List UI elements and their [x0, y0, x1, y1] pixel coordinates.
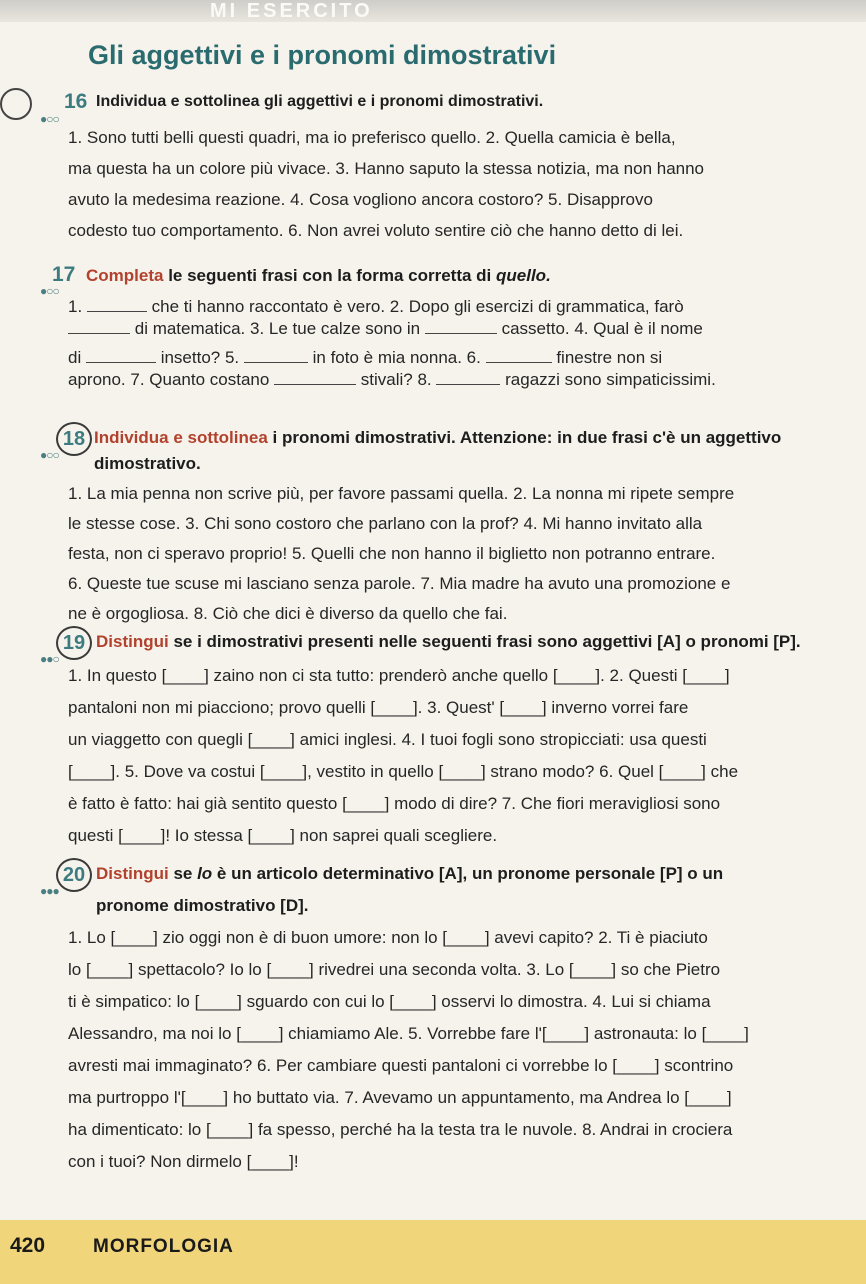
- exercise-number: 17: [52, 263, 76, 286]
- text-line: 1. Sono tutti belli questi quadri, ma io preferisco quello. 2. Quella camicia è bella,: [68, 128, 676, 147]
- instruction-keyword: Distingui: [96, 632, 169, 651]
- fill-blank[interactable]: [436, 384, 500, 385]
- line-part: ragazzi sono simpaticissimi.: [505, 370, 716, 389]
- text-line: [68, 319, 703, 339]
- text-line: è fatto è fatto: hai già sentito questo [____] modo di dire? 7. Che fiori meravigliosi sono: [68, 794, 721, 813]
- instruction-emphasis: quello.: [496, 266, 551, 285]
- exercise-instruction-cont: pronome dimostrativo [D].: [96, 896, 309, 915]
- text-line: un viaggetto con quegli [____] amici inglesi. 4. I tuoi fogli sono stropicciati: usa questi: [68, 730, 707, 749]
- page-footer: [0, 1220, 866, 1284]
- fill-blank[interactable]: [274, 384, 356, 385]
- exercise-number: 20: [56, 858, 92, 892]
- text-line: ne è orgogliosa. 8. Ciò che dici è diverso da quello che fai.: [68, 604, 508, 623]
- exercise-number: 19: [56, 626, 92, 660]
- text-line: 6. Queste tue scuse mi lasciano senza parole. 7. Mia madre ha avuto una promozione e: [68, 574, 731, 593]
- difficulty-dots-icon: ●○○: [40, 448, 59, 462]
- text-line: 1. In questo [____] zaino non ci sta tutto: prenderò anche quello [____]. 2. Questi [____]: [68, 666, 730, 685]
- text-line: lo [____] spettacolo? Io lo [____] rivedrei una seconda volta. 3. Lo [____] so che Pietro: [68, 960, 721, 979]
- line-part: cassetto. 4. Qual è il nome: [501, 319, 703, 338]
- line-part: stivali? 8.: [360, 370, 432, 389]
- text-line: 1. Lo [____] zio oggi non è di buon umore: non lo [____] avevi capito? 2. Ti è piaciuto: [68, 928, 708, 947]
- text-line: ma purtroppo l'[____] ho buttato via. 7. Avevamo un appuntamento, ma Andrea lo [____]: [68, 1088, 732, 1107]
- page-title: Gli aggettivi e i pronomi dimostrativi: [88, 40, 557, 70]
- fill-blank[interactable]: [86, 362, 156, 363]
- text-line: [____]. 5. Dove va costui [____], vestito in quello [____] strano modo? 6. Quel [____] che: [68, 762, 739, 781]
- difficulty-dots-icon: ●●○: [40, 652, 59, 666]
- line-part: insetto? 5.: [160, 348, 240, 367]
- instruction-emphasis: lo: [197, 864, 213, 883]
- text-line: [68, 348, 662, 368]
- difficulty-dots-icon: ●○○: [40, 284, 59, 298]
- exercise-instruction: Individua e sottolinea gli aggettivi e i pronomi dimostrativi.: [96, 93, 544, 110]
- text-line: festa, non ci speravo proprio! 5. Quelli che non hanno il biglietto non potranno entrare.: [68, 544, 716, 563]
- exercise-number: 16: [64, 90, 88, 113]
- difficulty-dots-icon: ●●●: [40, 884, 59, 898]
- line-part: finestre non si: [556, 348, 663, 367]
- line-part: che ti hanno raccontato è vero. 2. Dopo gli esercizi di grammatica, farò: [151, 297, 684, 316]
- instruction-text: è un articolo determinativo [A], un pronome personale [P] o un: [212, 864, 724, 883]
- line-part: di: [68, 348, 82, 367]
- exercise-instruction: [96, 632, 801, 652]
- exercise-instruction-cont: dimostrativo.: [94, 454, 201, 473]
- line-part: di matematica. 3. Le tue calze sono in: [134, 319, 421, 338]
- text-line: ti è simpatico: lo [____] sguardo con cui lo [____] osservi lo dimostra. 4. Lui si chiama: [68, 992, 711, 1011]
- text-line: [68, 370, 716, 390]
- text-line: avuto la medesima reazione. 4. Cosa vogliono ancora costoro? 5. Disapprovo: [68, 190, 653, 209]
- text-line: ma questa ha un colore più vivace. 3. Hanno saputo la stessa notizia, ma non hanno: [68, 159, 705, 178]
- section-label: MORFOLOGIA: [93, 1236, 234, 1257]
- text-line: ha dimenticato: lo [____] fa spesso, perché ha la testa tra le nuvole. 8. Andrai in crociera: [68, 1120, 733, 1139]
- text-line: 1. La mia penna non scrive più, per favore passami quella. 2. La nonna mi ripete sempre: [68, 484, 735, 503]
- line-part: aprono. 7. Quanto costano: [68, 370, 270, 389]
- text-line: questi [____]! Io stessa [____] non saprei quali scegliere.: [68, 826, 498, 845]
- text-line: avresti mai immaginato? 6. Per cambiare questi pantaloni ci vorrebbe lo [____] scontrino: [68, 1056, 734, 1075]
- line-part: in foto è mia nonna. 6.: [312, 348, 481, 367]
- instruction-keyword: Completa: [86, 266, 164, 285]
- exercise-number: 18: [56, 422, 92, 456]
- header-band-text: MI ESERCITO: [210, 0, 373, 22]
- margin-marker: [0, 88, 32, 120]
- text-line: con i tuoi? Non dirmelo [____]!: [68, 1152, 299, 1171]
- exercise-instruction: [86, 266, 551, 286]
- fill-blank[interactable]: [244, 362, 308, 363]
- fill-blank[interactable]: [87, 311, 147, 312]
- text-line: le stesse cose. 3. Chi sono costoro che parlano con la prof? 4. Mi hanno invitato alla: [68, 514, 703, 533]
- difficulty-dots-icon: ●○○: [40, 112, 59, 126]
- fill-blank[interactable]: [425, 333, 497, 334]
- fill-blank[interactable]: [68, 333, 130, 334]
- instruction-keyword: Distingui: [96, 864, 169, 883]
- fill-blank[interactable]: [486, 362, 552, 363]
- exercise-instruction: [96, 864, 723, 884]
- instruction-text: i pronomi dimostrativi. Attenzione: in due frasi c'è un aggettivo: [267, 428, 782, 447]
- text-line: Alessandro, ma noi lo [____] chiamiamo Ale. 5. Vorrebbe fare l'[____] astronauta: lo [____]: [68, 1024, 749, 1043]
- header-band: [0, 0, 866, 22]
- instruction-keyword: Individua e sottolinea: [94, 428, 268, 447]
- text-line: pantaloni non mi piacciono; provo quelli [____]. 3. Quest' [____] inverno vorrei fare: [68, 698, 689, 717]
- page-number: 420: [10, 1234, 46, 1257]
- text-line: [68, 297, 684, 317]
- instruction-text: le seguenti frasi con la forma corretta di: [163, 266, 497, 285]
- text-line: codesto tuo comportamento. 6. Non avrei voluto sentire ciò che hanno detto di lei.: [68, 221, 684, 240]
- instruction-text: se: [168, 864, 198, 883]
- exercise-instruction: [94, 428, 781, 448]
- instruction-text: se i dimostrativi presenti nelle seguenti frasi sono aggettivi [A] o pronomi [P].: [168, 632, 801, 651]
- line-part: 1.: [68, 297, 83, 316]
